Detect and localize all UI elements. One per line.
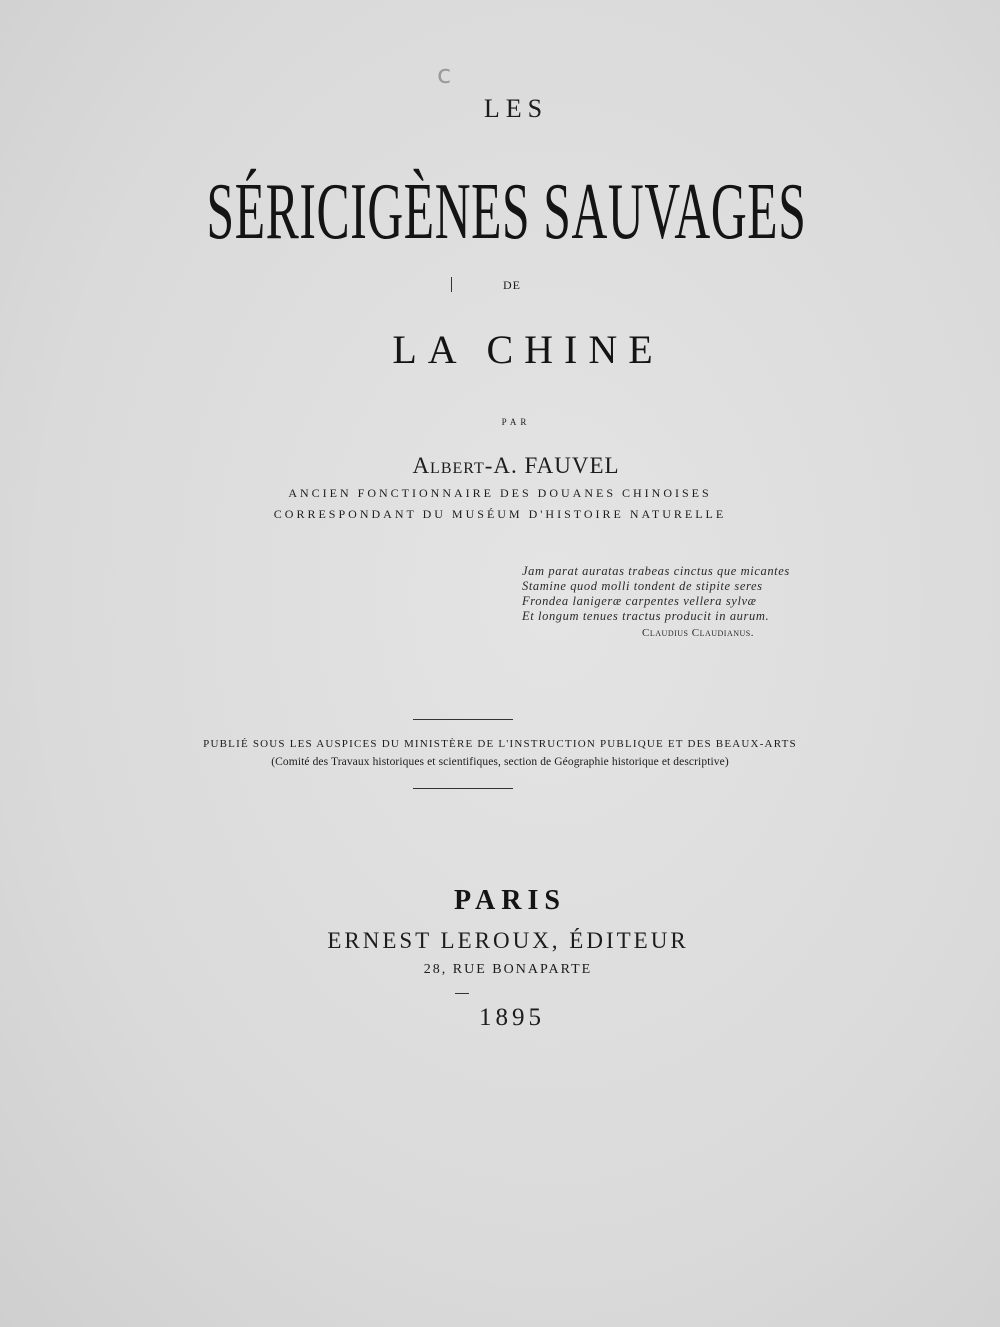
title-article: LES [483, 94, 549, 123]
imprint-dash [455, 993, 469, 994]
title-connector: DE [503, 278, 521, 292]
epigraph-line: Frondea lanigeræ carpentes vellera sylvæ [522, 594, 757, 608]
divider-bottom [413, 788, 513, 789]
imprint-publisher: ERNEST LEROUX, ÉDITEUR [327, 928, 689, 953]
publication-committee: (Comité des Travaux historiques et scientifiques, section de Géographie historique et descriptive) [271, 756, 729, 768]
author-role-2: CORRESPONDANT DU MUSÉUM D'HISTOIRE NATURELLE [273, 507, 727, 521]
publication-note: PUBLIÉ SOUS LES AUSPICES DU MINISTÈRE DE L'INSTRUCTION PUBLIQUE ET DES BEAUX-ARTS [203, 738, 797, 750]
epigraph-line: Et longum tenues tractus producit in aurum. [522, 609, 770, 623]
byline-par: PAR [501, 417, 531, 427]
imprint-address: 28, RUE BONAPARTE [423, 962, 593, 977]
epigraph-attribution: Claudius Claudianus. [642, 627, 754, 639]
author-given-name: Albert-A. [412, 453, 518, 478]
subtitle: LA CHINE [392, 327, 664, 372]
main-title: SÉRICIGÈNES SAUVAGES [206, 168, 807, 256]
author-surname: FAUVEL [524, 453, 620, 478]
author-role-1: ANCIEN FONCTIONNAIRE DES DOUANES CHINOISES [288, 486, 712, 500]
epigraph [522, 564, 802, 641]
divider-top [413, 719, 513, 720]
epigraph-line: Jam parat auratas trabeas cinctus que micantes [522, 564, 790, 578]
epigraph-line: Stamine quod molli tondent de stipite seres [522, 579, 763, 593]
imprint-city: PARIS [454, 885, 566, 916]
author-name [0, 454, 1000, 477]
imprint-year: 1895 [479, 1004, 545, 1031]
pencil-mark: c [437, 60, 452, 90]
